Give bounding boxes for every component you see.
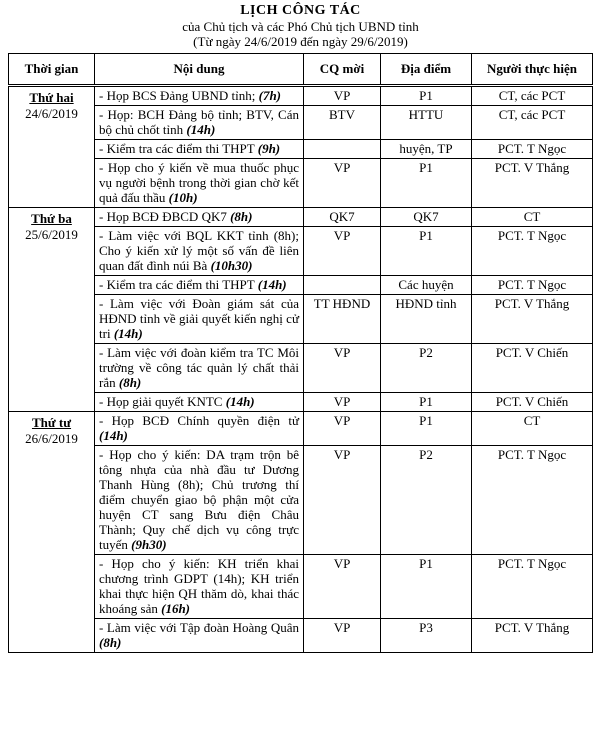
content-cell [95,295,304,344]
content-time: (14h) [225,394,255,409]
content-text: - Làm việc với Tập đoàn Hoàng Quân [99,620,299,635]
day-name: Thứ tư [31,415,72,430]
content-time: (9h30) [131,537,167,552]
inviting-agency-cell: VP [304,446,381,555]
location-cell: P2 [381,344,472,393]
performer-cell: PCT. V Thắng [472,295,593,344]
table-row [9,140,593,159]
location-cell: P1 [381,159,472,208]
date-range: (Từ ngày 24/6/2019 đến ngày 29/6/2019) [193,34,408,49]
content-time: (8h) [230,209,253,224]
inviting-agency-cell: BTV [304,106,381,140]
content-text: - Kiểm tra các điểm thi THPT [99,141,258,156]
table-row [9,344,593,393]
inviting-agency-cell: VP [304,344,381,393]
content-cell [95,140,304,159]
table-row [9,393,593,412]
performer-cell: PCT. T Ngọc [472,227,593,276]
table-row [9,295,593,344]
content-cell [95,106,304,140]
content-text: - Họp BCĐ ĐBCD QK7 [99,209,231,224]
table-row [9,446,593,555]
inviting-agency-cell: VP [304,227,381,276]
col-header-inviting-agency: CQ mời [304,54,381,86]
location-cell: QK7 [381,208,472,227]
location-cell: P3 [381,619,472,653]
content-text: - Làm việc với BQL KKT tỉnh (8h); Cho ý kiến xử lý một số vấn đề liên quan đất đình núi Bà [99,228,299,273]
content-cell [95,159,304,208]
performer-cell: PCT. T Ngọc [472,140,593,159]
day-cell [9,208,95,412]
content-time: (8h) [118,375,142,390]
inviting-agency-cell: VP [304,393,381,412]
performer-cell: PCT. V Thắng [472,159,593,208]
location-cell: P1 [381,555,472,619]
inviting-agency-cell [304,140,381,159]
schedule-body [9,86,593,653]
location-cell: P1 [381,227,472,276]
inviting-agency-cell [304,276,381,295]
table-row [9,159,593,208]
content-text: - Làm việc với Đoàn giám sát của HĐND tỉnh về giải quyết kiến nghị cử tri [99,296,299,341]
schedule-table [8,53,593,653]
content-cell [95,393,304,412]
location-cell: P2 [381,446,472,555]
performer-cell: CT [472,412,593,446]
performer-cell: PCT. V Chiến [472,393,593,412]
performer-cell: PCT. V Chiến [472,344,593,393]
content-time: (8h) [99,635,122,650]
content-cell [95,344,304,393]
content-cell [95,555,304,619]
content-time: (10h) [168,190,198,205]
inviting-agency-cell: VP [304,86,381,106]
table-row [9,86,593,106]
col-header-performer: Người thực hiện [472,54,593,86]
table-row [9,276,593,295]
content-text: - Họp BCS Đảng UBND tỉnh; [99,88,259,103]
performer-cell: CT, các PCT [472,106,593,140]
content-cell [95,276,304,295]
performer-cell: PCT. T Ngọc [472,276,593,295]
content-cell [95,86,304,106]
col-header-content: Nội dung [95,54,304,86]
day-date: 25/6/2019 [25,227,78,242]
location-cell: P1 [381,393,472,412]
location-cell: HTTU [381,106,472,140]
performer-cell: CT [472,208,593,227]
location-cell: P1 [381,412,472,446]
content-cell [95,446,304,555]
table-row [9,227,593,276]
content-cell [95,208,304,227]
performer-cell: PCT. T Ngọc [472,555,593,619]
day-date: 24/6/2019 [25,106,78,121]
content-text: - Họp cho ý kiến: KH triển khai chương trình GDPT (14h); KH triển khai thực hiện QH thăm dò, khai thác khoáng sản [99,556,299,616]
performer-cell: PCT. V Thắng [472,619,593,653]
day-name: Thứ ba [31,211,72,226]
inviting-agency-cell: VP [304,159,381,208]
content-cell [95,412,304,446]
day-cell [9,86,95,208]
content-time: (14h) [186,122,216,137]
content-text: - Họp giải quyết KNTC [99,394,226,409]
location-cell: HĐND tỉnh [381,295,472,344]
content-time: (14h) [99,428,128,443]
content-time: (10h30) [210,258,253,273]
col-header-location: Địa điểm [381,54,472,86]
table-row [9,208,593,227]
day-name: Thứ hai [29,90,74,105]
table-row [9,619,593,653]
content-text: - Họp cho ý kiến: DA trạm trộn bê tông nhựa của nhà đầu tư Dương Thanh Hùng (8h); Chủ trương thí điểm chuyển giao bộ phận một cửa huyện CT sang Bưu điện Châu Thành; Quy chế dịch vụ công trực tuyến [99,447,299,552]
location-cell: P1 [381,86,472,106]
content-time: (14h) [257,277,287,292]
performer-cell: CT, các PCT [472,86,593,106]
content-time: (14h) [113,326,143,341]
table-row [9,106,593,140]
day-date: 26/6/2019 [25,431,78,446]
document-subtitle: của Chủ tịch và các Phó Chủ tịch UBND tỉnh [182,19,419,34]
inviting-agency-cell: VP [304,619,381,653]
content-time: (16h) [161,601,190,616]
location-cell: huyện, TP [381,140,472,159]
document-title: LỊCH CÔNG TÁC [240,3,361,18]
content-text: - Làm việc với đoàn kiểm tra TC Môi trường về công tác quản lý chất thải rắn [99,345,299,390]
table-header-row [9,54,593,86]
location-cell: Các huyện [381,276,472,295]
content-cell [95,619,304,653]
document-header [0,0,601,49]
col-header-time: Thời gian [9,54,95,86]
content-time: (9h) [257,141,281,156]
inviting-agency-cell: TT HĐND [304,295,381,344]
content-time: (7h) [258,88,282,103]
table-row [9,555,593,619]
content-text: - Họp: BCH Đảng bộ tỉnh; BTV, Cán bộ chủ chốt tỉnh [99,107,299,137]
inviting-agency-cell: VP [304,412,381,446]
inviting-agency-cell: QK7 [304,208,381,227]
content-text: - Họp cho ý kiến về mua thuốc phục vụ người bệnh trong thời gian chờ kết quả đấu thầu [99,160,299,205]
content-text: - Họp BCĐ Chính quyền điện tử [99,413,299,428]
performer-cell: PCT. T Ngọc [472,446,593,555]
day-cell [9,412,95,653]
content-cell [95,227,304,276]
content-text: - Kiểm tra các điểm thi THPT [99,277,258,292]
inviting-agency-cell: VP [304,555,381,619]
table-row [9,412,593,446]
